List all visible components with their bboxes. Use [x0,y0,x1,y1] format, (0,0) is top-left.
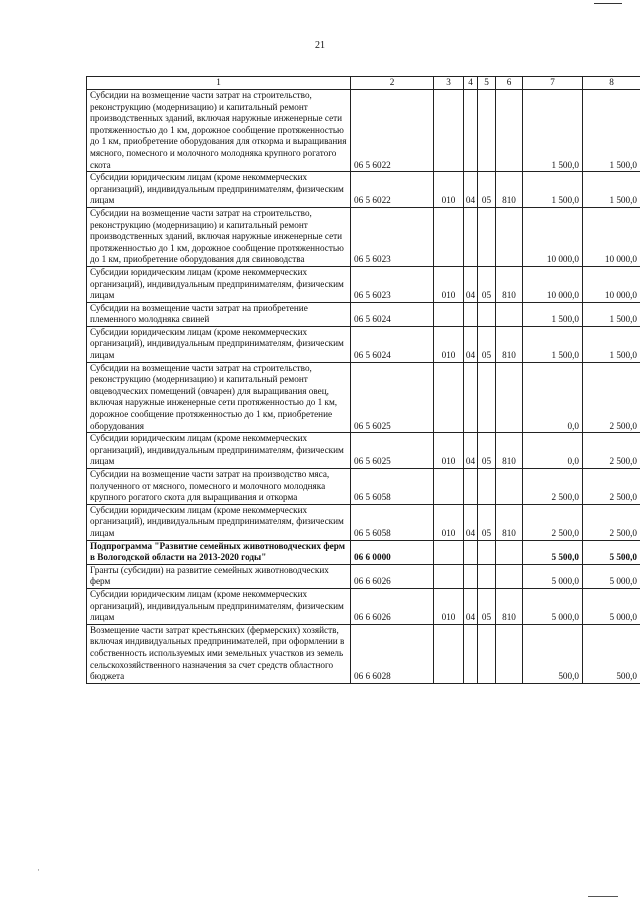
cell-c5 [478,540,496,564]
cell-c5 [478,624,496,683]
cell-c6: 810 [496,504,523,540]
cell-v8: 2 500,0 [583,469,640,505]
cell-c3 [434,564,464,588]
cell-v8: 1 500,0 [583,326,640,362]
cell-c5: 05 [478,172,496,208]
cell-c3: 010 [434,504,464,540]
cell-v7: 5 500,0 [523,540,583,564]
page-number: 21 [315,40,325,51]
budget-table [86,76,640,684]
header-cell: 4 [464,77,478,90]
cell-v7: 1 500,0 [523,90,583,172]
cell-c4: 04 [464,588,478,624]
cell-v8: 2 500,0 [583,362,640,433]
cell-name: Подпрограмма "Развитие семейных животноводческих ферм в Вологодской области на 2013-2020 годы" [87,540,351,564]
cell-c4: 04 [464,504,478,540]
cell-code: 06 5 6058 [351,504,434,540]
cell-v8: 5 000,0 [583,588,640,624]
cell-code: 06 5 6025 [351,433,434,469]
cell-c5: 05 [478,588,496,624]
header-cell: 5 [478,77,496,90]
table-row [87,326,640,362]
cell-c5 [478,469,496,505]
cell-c6 [496,302,523,326]
cell-c4 [464,90,478,172]
cell-c4 [464,540,478,564]
table-row [87,588,640,624]
cell-c3: 010 [434,326,464,362]
cell-c5 [478,207,496,266]
header-cell: 2 [351,77,434,90]
cell-c3 [434,207,464,266]
cell-c5: 05 [478,326,496,362]
cell-c5: 05 [478,266,496,302]
header-cell: 8 [583,77,640,90]
cell-c4 [464,302,478,326]
cell-v8: 5 000,0 [583,564,640,588]
cell-name: Возмещение части затрат крестьянских (фермерских) хозяйств, включая индивидуальных предпринимателей, при оформлении в собственность используемых ими земельных участков из земель сельскохозяйственного назначения за счет средств областного бюджета [87,624,351,683]
cell-c4: 04 [464,266,478,302]
corner-mark [594,3,622,4]
header-cell: 1 [87,77,351,90]
cell-c4 [464,362,478,433]
cell-code: 06 6 6028 [351,624,434,683]
cell-code: 06 5 6058 [351,469,434,505]
cell-c6: 810 [496,326,523,362]
table-row [87,266,640,302]
cell-c4 [464,624,478,683]
table-row [87,624,640,683]
table-row [87,362,640,433]
table-row [87,90,640,172]
cell-c5: 05 [478,433,496,469]
table-row [87,433,640,469]
cell-code: 06 5 6024 [351,326,434,362]
cell-code: 06 5 6022 [351,90,434,172]
cell-v7: 1 500,0 [523,326,583,362]
cell-v7: 1 500,0 [523,302,583,326]
cell-v7: 10 000,0 [523,207,583,266]
cell-c6 [496,90,523,172]
cell-v7: 0,0 [523,433,583,469]
cell-v7: 2 500,0 [523,469,583,505]
cell-v8: 2 500,0 [583,504,640,540]
cell-v8: 2 500,0 [583,433,640,469]
cell-c6: 810 [496,588,523,624]
cell-c6 [496,362,523,433]
table-row [87,302,640,326]
table-row [87,207,640,266]
cell-c3: 010 [434,588,464,624]
cell-c6 [496,207,523,266]
table-row [87,172,640,208]
cell-c6 [496,624,523,683]
cell-name: Субсидии юридическим лицам (кроме некоммерческих организаций), индивидуальным предпринимателям, физическим лицам [87,433,351,469]
corner-mark [588,896,618,897]
cell-name: Субсидии юридическим лицам (кроме некоммерческих организаций), индивидуальным предпринимателям, физическим лицам [87,326,351,362]
cell-name: Субсидии на возмещение части затрат на строительство, реконструкцию (модернизацию) и капитальный ремонт овцеводческих помещений (овчарен) для выращивания овец, включая наружные инженерные сети протяженностью до 1 км, дорожное сообщение протяженностью до 1 км, приобретение оборудования [87,362,351,433]
cell-name: Субсидии юридическим лицам (кроме некоммерческих организаций), индивидуальным предпринимателям, физическим лицам [87,266,351,302]
cell-name: Субсидии юридическим лицам (кроме некоммерческих организаций), индивидуальным предпринимателям, физическим лицам [87,172,351,208]
cell-v7: 2 500,0 [523,504,583,540]
cell-c5 [478,564,496,588]
cell-v7: 5 000,0 [523,564,583,588]
cell-c4: 04 [464,172,478,208]
cell-v8: 500,0 [583,624,640,683]
cell-code: 06 6 0000 [351,540,434,564]
cell-c5 [478,362,496,433]
cell-c3 [434,624,464,683]
table-row [87,504,640,540]
cell-v7: 500,0 [523,624,583,683]
cell-c3 [434,302,464,326]
cell-c3 [434,469,464,505]
cell-c3: 010 [434,433,464,469]
header-row [87,77,640,90]
cell-v8: 1 500,0 [583,90,640,172]
cell-c5 [478,302,496,326]
cell-name: Субсидии на возмещение части затрат на приобретение племенного молодняка свиней [87,302,351,326]
cell-v8: 1 500,0 [583,172,640,208]
header-cell: 7 [523,77,583,90]
header-cell: 6 [496,77,523,90]
table-row [87,564,640,588]
cell-c6: 810 [496,172,523,208]
cell-v8: 10 000,0 [583,266,640,302]
cell-code: 06 5 6022 [351,172,434,208]
cell-c4 [464,564,478,588]
cell-v8: 10 000,0 [583,207,640,266]
cell-c6 [496,469,523,505]
header-cell: 3 [434,77,464,90]
cell-c6: 810 [496,266,523,302]
cell-c3 [434,90,464,172]
table-row [87,469,640,505]
cell-c4: 04 [464,326,478,362]
cell-code: 06 5 6023 [351,266,434,302]
cell-name: Субсидии на возмещение части затрат на производство мяса, полученного от мясного, помесного и молочного молодняка крупного рогатого скота для выращивания и откорма [87,469,351,505]
cell-v7: 0,0 [523,362,583,433]
cell-name: Субсидии юридическим лицам (кроме некоммерческих организаций), индивидуальным предпринимателям, физическим лицам [87,504,351,540]
cell-v7: 5 000,0 [523,588,583,624]
cell-c6 [496,564,523,588]
cell-name: Субсидии юридическим лицам (кроме некоммерческих организаций), индивидуальным предпринимателям, физическим лицам [87,588,351,624]
cell-c4 [464,469,478,505]
cell-code: 06 6 6026 [351,588,434,624]
cell-name: Субсидии на возмещение части затрат на строительство, реконструкцию (модернизацию) и капитальный ремонт производственных зданий, включая наружные инженерные сети протяженностью до 1 км, дорожное сообщение протяженностью до 1 км, приобретение оборудования для свиноводства [87,207,351,266]
cell-name: Субсидии на возмещение части затрат на строительство, реконструкцию (модернизацию) и капитальный ремонт производственных зданий, включая наружные инженерные сети протяженностью до 1 км, дорожное сообщение протяженностью до 1 км, приобретение оборудования для откорма и выращивания мясного, помесного и молочного молодняка крупного рогатого скота [87,90,351,172]
cell-c4: 04 [464,433,478,469]
cell-c4 [464,207,478,266]
cell-c5: 05 [478,504,496,540]
cell-code: 06 5 6024 [351,302,434,326]
cell-v7: 10 000,0 [523,266,583,302]
cell-c3 [434,540,464,564]
cell-c3: 010 [434,266,464,302]
cell-code: 06 5 6023 [351,207,434,266]
scan-mark: · [37,865,40,875]
cell-code: 06 5 6025 [351,362,434,433]
cell-c3 [434,362,464,433]
table-row [87,540,640,564]
cell-name: Гранты (субсидии) на развитие семейных животноводческих ферм [87,564,351,588]
cell-v7: 1 500,0 [523,172,583,208]
cell-v8: 1 500,0 [583,302,640,326]
cell-c3: 010 [434,172,464,208]
cell-c6 [496,540,523,564]
cell-c5 [478,90,496,172]
cell-code: 06 6 6026 [351,564,434,588]
cell-c6: 810 [496,433,523,469]
cell-v8: 5 500,0 [583,540,640,564]
